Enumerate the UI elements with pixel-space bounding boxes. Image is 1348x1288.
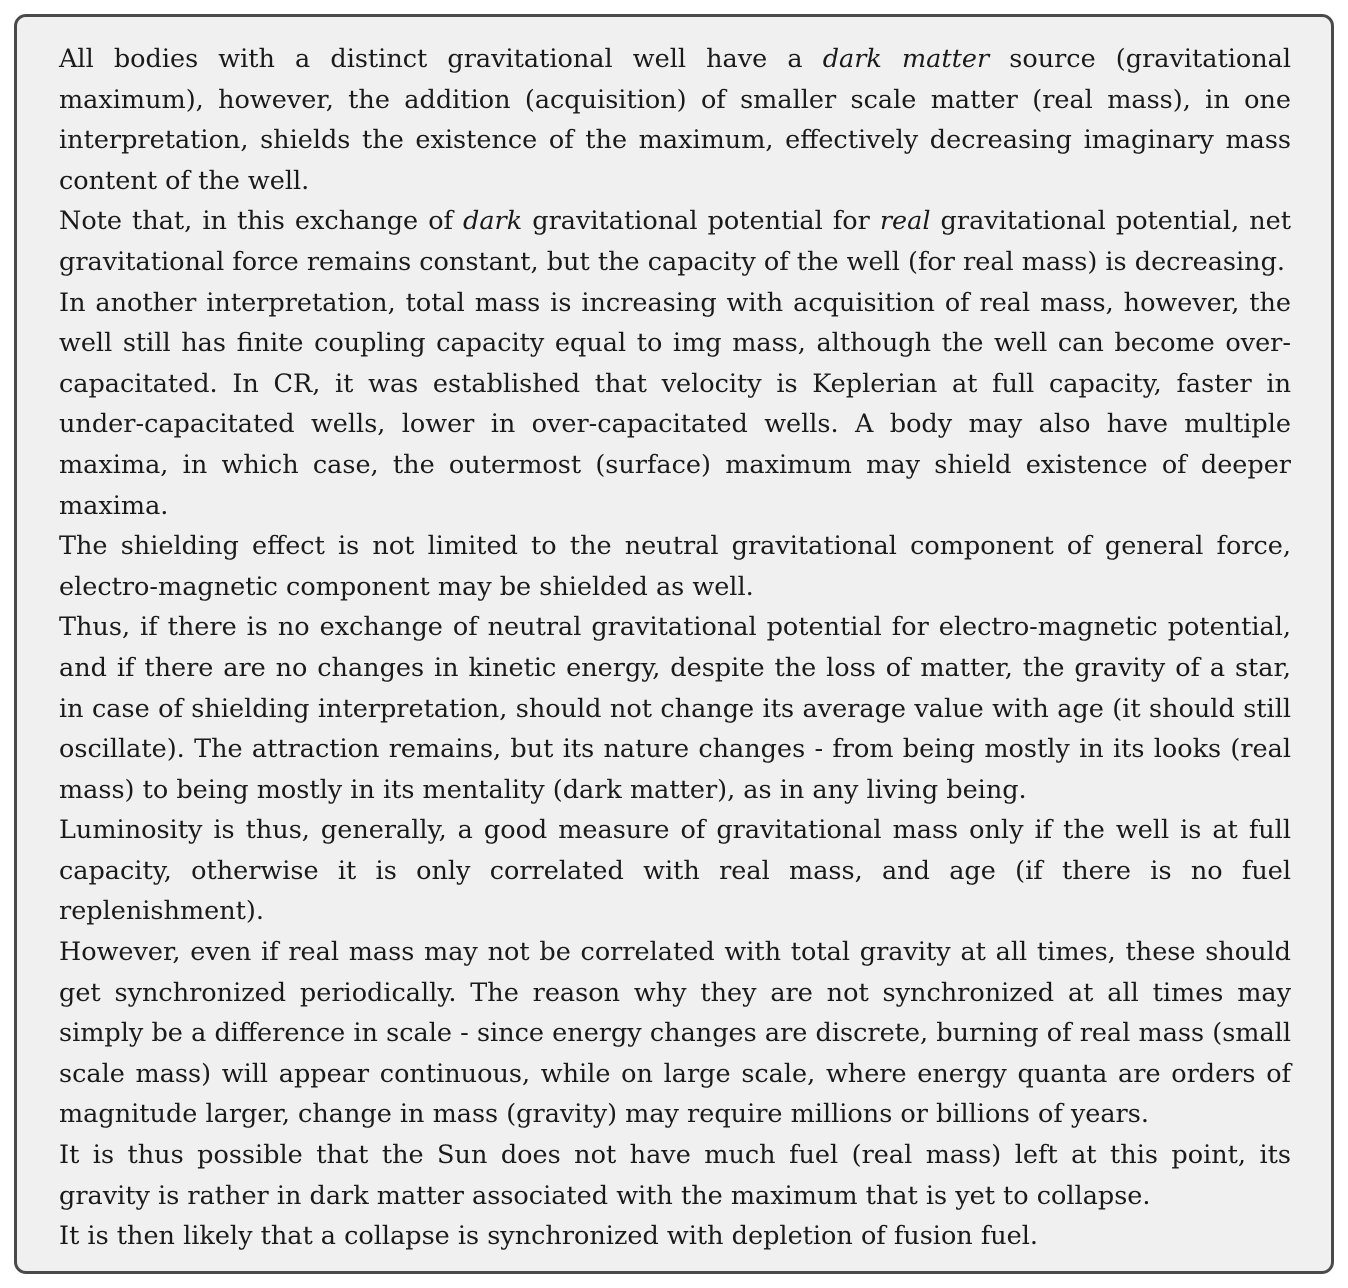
paragraph-exchange-note: [59, 201, 1291, 282]
paragraph-text: gravitational potential, net gravitational force remains constant, but the capacity of the well (for real mass) is decreasing.: [59, 206, 1291, 277]
emphasis-real: real: [879, 206, 931, 237]
paragraph-text: Note that, in this exchange of: [59, 206, 464, 237]
emphasis-dark-matter: dark matter: [822, 44, 990, 74]
emphasis-dark: dark: [463, 206, 523, 237]
paragraph-synchronization: However, even if real mass may not be correlated with total gravity at all times, these should get synchronized periodically. The reason why they are not synchronized at all times may simply be a difference in scale - since energy changes are discrete, burning of real mass (small scale mass) will appear continuous, while on large scale, where energy quanta are orders of magnitude larger, change in mass (gravity) may require millions or billions of years.: [59, 937, 1291, 1130]
paragraph-another-interpretation: In another interpretation, total mass is increasing with acquisition of real mass, however, the well still has finite coupling capacity equal to img mass, although the well can become over-capacitated. In CR, it was established that velocity is Keplerian at full capacity, faster in under-capacitated wells, lower in over-capacitated wells. A body may also have multiple maxima, in which case, the outermost (surface) maximum may shield existence of deeper maxima.: [59, 287, 1291, 521]
text-box: [14, 14, 1334, 1274]
paragraph-luminosity: Luminosity is thus, generally, a good measure of gravitational mass only if the well is at full capacity, otherwise it is only correlated with real mass, and age (if there is no fuel replenishment).: [59, 815, 1291, 927]
paragraph-text: All bodies with a distinct gravitational well have a: [59, 44, 823, 74]
paragraph-star-gravity: Thus, if there is no exchange of neutral gravitational potential for electro-magnetic potential, and if there are no changes in kinetic energy, despite the loss of matter, the gravity of a star, in case of shielding interpretation, should not change its average value with age (it should still oscillate). The attraction remains, but its nature changes - from being mostly in its looks (real mass) to being mostly in its mentality (dark matter), as in any living being.: [59, 612, 1291, 805]
paragraph-shielding-effect: The shielding effect is not limited to the neutral gravitational component of general force, electro-magnetic component may be shielded as well.: [59, 531, 1291, 602]
paragraph-sun-fuel: It is thus possible that the Sun does not have much fuel (real mass) left at this point, its gravity is rather in dark matter associated with the maximum that is yet to collapse.: [59, 1140, 1291, 1211]
paragraph-collapse: It is then likely that a collapse is synchronized with depletion of fusion fuel.: [59, 1221, 1039, 1252]
paragraph-dark-matter-source: [59, 39, 1291, 201]
paragraph-text: source (gravitational maximum), however, the addition (acquisition) of smaller scale matter (real mass), in one interpretation, shields the existence of the maximum, effectively decreasing imaginary mass content of the well.: [59, 44, 1292, 196]
paragraph-text: gravitational potential for: [522, 206, 880, 237]
